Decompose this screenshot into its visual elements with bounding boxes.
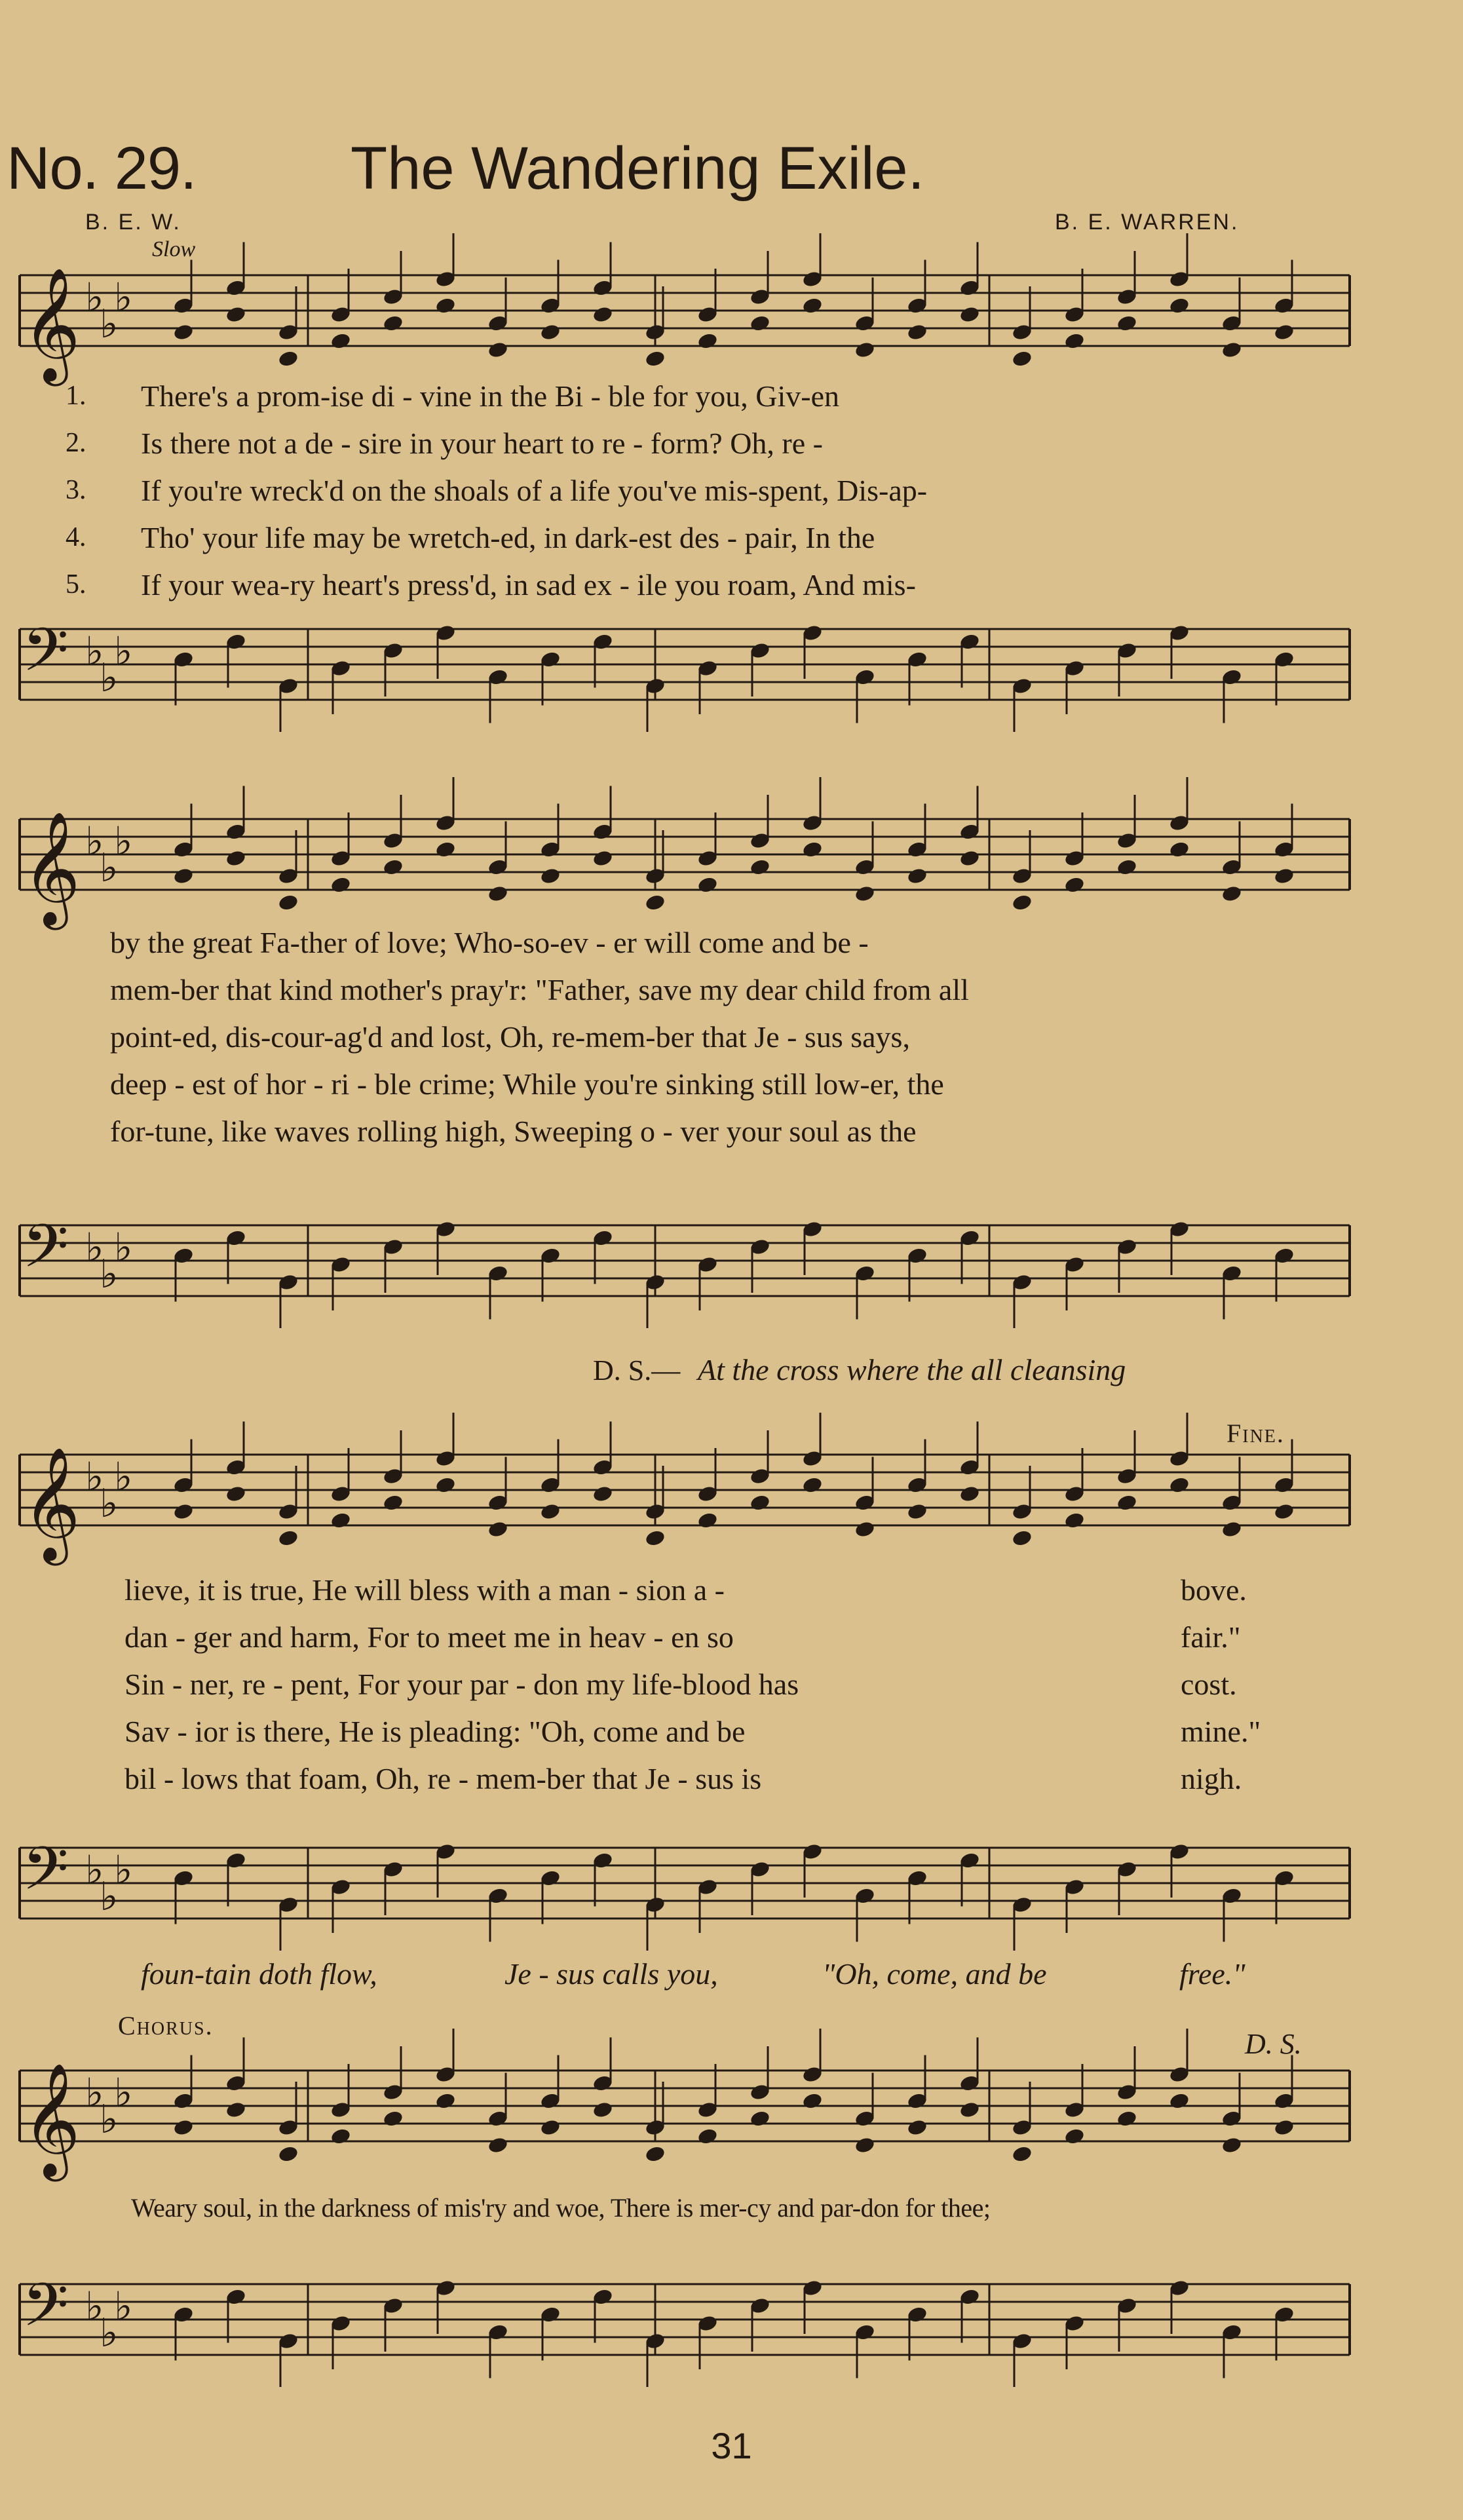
ds-lyric-line-1: At the cross where the all cleansing (698, 1353, 1126, 1386)
hymn-number: No. 29. (7, 135, 197, 202)
svg-text:𝄞: 𝄞 (22, 1447, 81, 1561)
ds-mark: D. S. (1245, 2028, 1302, 2060)
svg-text:♭: ♭ (100, 1874, 119, 1920)
svg-text:♭: ♭ (100, 845, 119, 891)
svg-text:♭: ♭ (114, 628, 133, 675)
verse-5-line-2: for-tune, like waves rolling high, Sweeping o - ver your soul as the (110, 1115, 917, 1148)
svg-text:𝄢: 𝄢 (22, 1834, 69, 1918)
svg-text:𝄞: 𝄞 (22, 2063, 81, 2177)
verse-1-line-2: by the great Fa-ther of love; Who-so-ev - er will come and be - (110, 926, 869, 959)
verse-2-ending: fair." (1181, 1620, 1241, 1654)
svg-text:♭: ♭ (114, 1454, 133, 1500)
verse-2-line-3: dan - ger and harm, For to meet me in heav - en so (124, 1620, 734, 1654)
svg-text:𝄢: 𝄢 (22, 615, 69, 699)
svg-text:♭: ♭ (85, 2283, 104, 2330)
verse-3-line-3: Sin - ner, re - pent, For your par - don my life-blood has (124, 1668, 799, 1701)
verse-4-ending: mine." (1181, 1715, 1261, 1748)
svg-text:♭: ♭ (100, 2097, 119, 2143)
svg-text:♭: ♭ (85, 2070, 104, 2116)
svg-text:𝄞: 𝄞 (22, 267, 81, 381)
hymn-title: The Wandering Exile. (351, 135, 925, 202)
bass-staff-3 (0, 1835, 1463, 1966)
verse-5-line-1: If your wea-ry heart's press'd, in sad ex - ile you roam, And mis- (141, 568, 916, 601)
svg-text:♭: ♭ (100, 1251, 119, 1297)
verse-4-line-2: deep - est of hor - ri - ble crime; While you're sinking still low-er, the (110, 1067, 944, 1101)
svg-text:♭: ♭ (114, 818, 133, 865)
verse-3-ending: cost. (1181, 1668, 1237, 1701)
svg-text:𝄢: 𝄢 (22, 1212, 69, 1295)
verse-1-line-1: There's a prom-ise di - vine in the Bi - ble for you, Giv-en (141, 379, 839, 413)
verse-1-ending: bove. (1181, 1573, 1247, 1607)
ds-label: D. S.— (593, 1354, 681, 1386)
verse-number: 2. (66, 428, 86, 458)
verse-4-line-3: Sav - ior is there, He is pleading: "Oh, come and be (124, 1715, 746, 1748)
verse-5-ending: nigh. (1181, 1762, 1242, 1795)
bass-staff-chorus (0, 2271, 1463, 2402)
ds-lyric-line-2d: free." (1179, 1957, 1245, 1991)
ds-lyric-line-2b: Je - sus calls you, (504, 1957, 718, 1991)
words-credit: B. E. W. (85, 210, 181, 235)
fine-marking: Fine. (1226, 1419, 1285, 1448)
ds-lyric-line-2a: foun-tain doth flow, (141, 1957, 377, 1991)
treble-staff-2 (0, 806, 1463, 937)
svg-text:♭: ♭ (114, 2283, 133, 2330)
bass-staff-2 (0, 1212, 1463, 1343)
page-number: 31 (711, 2425, 752, 2466)
verse-number: 1. (66, 381, 86, 411)
svg-text:𝄢: 𝄢 (22, 2270, 69, 2354)
verse-number: 3. (66, 475, 86, 505)
verse-2-line-2: mem-ber that kind mother's pray'r: "Father, save my dear child from all (110, 973, 969, 1006)
svg-text:♭: ♭ (85, 275, 104, 321)
chorus-label: Chorus. (118, 2011, 214, 2040)
verse-3-line-1: If you're wreck'd on the shoals of a life you've mis-spent, Dis-ap- (141, 474, 928, 507)
svg-text:♭: ♭ (114, 275, 133, 321)
svg-text:♭: ♭ (85, 818, 104, 865)
svg-text:♭: ♭ (100, 2310, 119, 2356)
tempo-marking: Slow (152, 237, 196, 261)
svg-text:♭: ♭ (85, 1847, 104, 1894)
svg-text:♭: ♭ (114, 1847, 133, 1894)
bass-staff-1 (0, 616, 1463, 747)
svg-text:𝄞: 𝄞 (22, 811, 81, 925)
verse-number: 4. (66, 522, 86, 552)
svg-text:♭: ♭ (114, 2070, 133, 2116)
music-credit: B. E. WARREN. (1055, 210, 1240, 235)
treble-staff-1 (0, 262, 1463, 393)
svg-text:♭: ♭ (85, 1225, 104, 1271)
treble-staff-chorus (0, 2057, 1463, 2188)
verse-1-line-3: lieve, it is true, He will bless with a man - sion a - (124, 1573, 725, 1607)
svg-text:♭: ♭ (114, 1225, 133, 1271)
verse-5-line-3: bil - lows that foam, Oh, re - mem-ber that Je - sus is (124, 1762, 762, 1795)
verse-4-line-1: Tho' your life may be wretch-ed, in dark-est des - pair, In the (141, 521, 875, 554)
treble-staff-3 (0, 1441, 1463, 1573)
verse-3-line-2: point-ed, dis-cour-ag'd and lost, Oh, re-mem-ber that Je - sus says, (110, 1020, 910, 1054)
svg-text:♭: ♭ (85, 628, 104, 675)
svg-text:♭: ♭ (85, 1454, 104, 1500)
svg-text:♭: ♭ (100, 301, 119, 347)
ds-lyric-line-2c: "Oh, come, and be (822, 1957, 1047, 1991)
chorus-lyric-line: Weary soul, in the darkness of mis'ry and woe, There is mer-cy and par-don for thee; (131, 2193, 991, 2223)
svg-text:♭: ♭ (100, 655, 119, 701)
verse-2-line-1: Is there not a de - sire in your heart to re - form? Oh, re - (141, 427, 823, 460)
svg-text:♭: ♭ (100, 1481, 119, 1527)
verse-number: 5. (66, 569, 86, 600)
